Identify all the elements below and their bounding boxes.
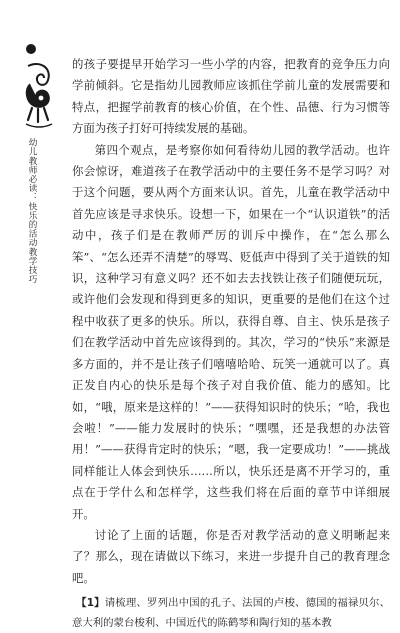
exercise-note-text: 请梳理、罗列出中国的孔子、法国的卢梭、德国的福禄贝尔、意大利的蒙台梭利、中国近代的陈鹤琴和陶行知的基本教 — [72, 597, 390, 630]
exercise-note-number: 【1】 — [76, 597, 105, 610]
paragraph-fourth-viewpoint: 第四个观点，是考察你如何看待幼儿园的教学活动。也许你会惊讶，难道孩子在教学活动中的主要任务不是学习吗？对于这个问题，要从两个方面来认识。首先，儿童在教学活动中首先应该是寻求快乐。设想一下，如果在一个“认识道铁”的活动中，孩子们是在教师严厉的训斥中操作，在“怎么那么笨”、“怎么还弄不清楚”的辱骂、贬低声中得到了关于道铁的知识，这种学习有意义吗？还不如去去找铁让孩子们随便玩玩，或许他们会发现和得到更多的知识，更重要的是他们在这个过程中收获了更多的快乐。所以，获得自尊、自主、快乐是孩子们在教学活动中首先应该得到的。其次，学习的“快乐”来源是多方面的，并不是让孩子们嘻嘻哈哈、玩笑一通就可以了。真正发自内心的快乐是每个孩子对自我价值、能力的感知。比如，“哦，原来是这样的！”——获得知识时的快乐；“哈，我也会啦！”——能力发展时的快乐；“嘿嘿，还是我想的办法管用！”——获得肯定时的快乐；“嗯，我一定要成功！”——挑战同样能让人体会到快乐……所以，快乐还是离不开学习的，重点在于学什么和怎样学，这些我们将在后面的章节中详细展开。 — [72, 142, 390, 521]
paragraph-exercise-intro: 讨论了上面的话题，你是否对教学活动的意义明晰起来了？那么，现在请做以下练习，来进一步提升自己的教育理念吧。 — [72, 527, 390, 585]
vertical-book-title: 幼儿教师必读：快乐的活动教学技巧 — [27, 138, 37, 284]
paragraph-continued: 的孩子要提早开始学习一些小学的内容，把教育的竞争压力向学前倾斜。它是指幼儿园教师应该抓住学前儿童的发展需要和特点，把握学前教育的核心价值，在个性、品德、行为习惯等方面为孩子打好可持续发展的基础。 — [72, 57, 390, 136]
body-text — [72, 54, 390, 589]
exercise-note — [72, 593, 390, 633]
sidebar-decoration — [0, 0, 62, 559]
ornamental-squirrel-icon — [22, 60, 56, 130]
page-content — [72, 54, 390, 633]
decorative-dot-icon — [26, 44, 36, 54]
